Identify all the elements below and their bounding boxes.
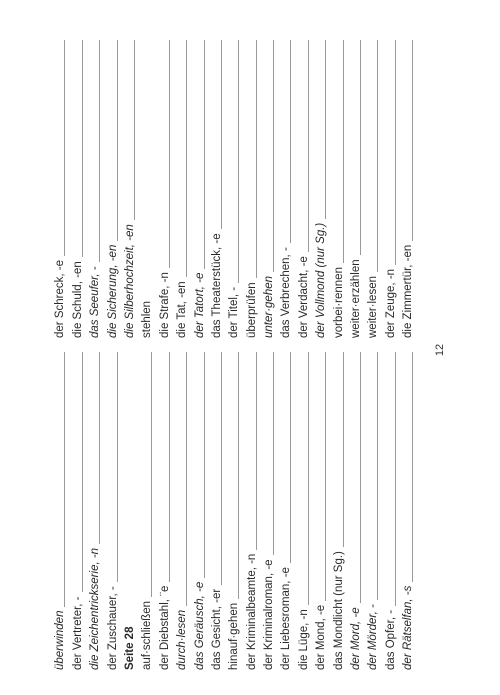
vocabulary-term: das Geräusch, -e [193, 581, 206, 670]
vocabulary-term: hinauf·gehen [228, 602, 241, 670]
vocabulary-term: der Rätselfan, -s [402, 585, 415, 670]
vocabulary-entry [398, 352, 415, 670]
vocabulary-term: das Gesicht, -er [210, 588, 223, 670]
answer-line [256, 40, 257, 278]
vocabulary-term: der Mord, -e [350, 607, 363, 670]
vocabulary-term: der Zuschauer, - [106, 586, 119, 670]
answer-line [169, 40, 170, 268]
vocabulary-entry [311, 40, 328, 338]
vocabulary-entry [67, 40, 84, 338]
answer-line [99, 352, 100, 544]
vocabulary-term: stehlen [141, 300, 154, 338]
vocabulary-entry [276, 40, 293, 338]
answer-line [412, 352, 413, 582]
vocabulary-term: überprüfen [245, 282, 258, 338]
vocabulary-entry [311, 352, 328, 670]
vocabulary-entry [154, 40, 171, 338]
vocabulary-entry [259, 40, 276, 338]
vocabulary-term: weiter·erzählen [350, 259, 363, 338]
answer-line [256, 352, 257, 550]
answer-line [325, 40, 326, 219]
vocabulary-entry [189, 352, 206, 670]
answer-line [273, 352, 274, 555]
vocabulary-term: das Verbrechen, - [280, 247, 293, 338]
answer-line [82, 40, 83, 257]
vocabulary-term: der Diebstahl, ¨e [158, 585, 171, 670]
answer-line [290, 352, 291, 563]
answer-line [290, 40, 291, 243]
vocabulary-entry [102, 352, 119, 670]
vocabulary-term: der Liebesroman, -e [280, 567, 293, 670]
vocabulary-entry [293, 40, 310, 338]
vocabulary-term: der Schreck, -e [54, 260, 67, 338]
vocabulary-entry [102, 40, 119, 338]
answer-line [186, 352, 187, 606]
vocabulary-term: der Kriminalbeamte, -n [245, 553, 258, 670]
vocabulary-entry [224, 40, 241, 338]
vocabulary-term: die Zimmertür, -en [402, 244, 415, 338]
answer-line [221, 352, 222, 585]
vocabulary-term: der Mond, -e [315, 604, 328, 670]
vocabulary-entry [50, 40, 67, 338]
vocabulary-entry [67, 352, 84, 670]
section-heading-label: Seite 28 [123, 626, 136, 670]
answer-line [343, 352, 344, 547]
vocabulary-term: das Seeufer, - [89, 266, 102, 338]
vocabulary-entry [293, 352, 310, 670]
answer-line [99, 40, 100, 262]
vocabulary-entry [363, 352, 380, 670]
left-vocabulary-column [50, 352, 415, 670]
vocabulary-term: der Titel, - [228, 286, 241, 338]
answer-line [221, 40, 222, 229]
answer-line [325, 352, 326, 601]
vocabulary-term: die Tat, -en [176, 281, 189, 338]
answer-line [204, 40, 205, 269]
vocabulary-entry [189, 40, 206, 338]
vocabulary-entry [241, 40, 258, 338]
vocabulary-entry [224, 352, 241, 670]
vocabulary-term: weiter·lesen [367, 276, 380, 338]
vocabulary-term: der Zeuge, -n [384, 268, 397, 338]
rotated-vocabulary-list [50, 30, 415, 670]
vocabulary-term: der Vollmond (nur Sg.) [315, 222, 328, 338]
vocabulary-entry [328, 352, 345, 670]
vocabulary-term: das Theaterstück, -e [210, 233, 223, 338]
vocabulary-entry [85, 40, 102, 338]
vocabulary-term: die Schuld, -en [71, 261, 84, 338]
vocabulary-entry [207, 40, 224, 338]
answer-line [82, 352, 83, 592]
answer-line [134, 40, 135, 220]
answer-line [377, 352, 378, 600]
vocabulary-entry [398, 40, 415, 338]
answer-line [308, 352, 309, 605]
vocabulary-term: das Mondlicht (nur Sg.) [332, 551, 345, 670]
vocabulary-entry [363, 40, 380, 338]
answer-line [360, 40, 361, 255]
vocabulary-entry [346, 40, 363, 338]
vocabulary-term: die Silberhochzeit, -en [123, 224, 136, 338]
answer-line [395, 352, 396, 606]
vocabulary-entry [346, 352, 363, 670]
vocabulary-entry [137, 352, 154, 670]
vocabulary-term: überwinden [54, 610, 67, 670]
answer-line [395, 40, 396, 265]
vocabulary-term: der Verdacht, -e [297, 256, 310, 338]
answer-line [360, 352, 361, 603]
answer-line [412, 40, 413, 241]
vocabulary-entry [120, 40, 137, 338]
vocabulary-term: auf·schließen [141, 600, 154, 670]
answer-line [169, 352, 170, 582]
vocabulary-entry [241, 352, 258, 670]
vocabulary-entry [137, 40, 154, 338]
answer-line [238, 40, 239, 283]
answer-line [204, 352, 205, 578]
answer-line [117, 40, 118, 241]
vocabulary-entry [259, 352, 276, 670]
vocabulary-term: der Vertreter, - [71, 596, 84, 670]
vocabulary-entry [380, 40, 397, 338]
right-vocabulary-column [50, 40, 415, 338]
vocabulary-term: die Zeichentrickserie, -n [89, 547, 102, 670]
vocabulary-term: die Strafe, -n [158, 272, 171, 338]
vocabulary-entry [380, 352, 397, 670]
vocabulary-term: das Opfer, - [384, 609, 397, 670]
answer-line [64, 40, 65, 256]
answer-line [64, 352, 65, 607]
answer-line [151, 352, 152, 597]
section-heading [120, 352, 137, 670]
vocabulary-term: der Kriminalroman, -e [263, 559, 276, 670]
vocabulary-term: die Lüge, -n [297, 609, 310, 670]
page-number: 12 [434, 343, 446, 357]
answer-line [273, 40, 274, 272]
vocabulary-entry [50, 352, 67, 670]
answer-line [343, 40, 344, 263]
answer-line [238, 352, 239, 599]
vocabulary-entry [328, 40, 345, 338]
vocabulary-entry [172, 352, 189, 670]
vocabulary-term: vorbei·rennen [332, 267, 345, 338]
vocabulary-term: die Sicherung, -en [106, 244, 119, 338]
vocabulary-entry [154, 352, 171, 670]
vocabulary-entry [85, 352, 102, 670]
vocabulary-term: der Tatort, -e [193, 272, 206, 338]
answer-line [117, 352, 118, 582]
vocabulary-entry [172, 40, 189, 338]
vocabulary-term: durch·lesen [176, 609, 189, 670]
answer-line [377, 40, 378, 272]
vocabulary-term: der Mörder, - [367, 604, 380, 670]
vocabulary-term: unter·gehen [263, 275, 276, 338]
answer-line [308, 40, 309, 252]
vocabulary-entry [207, 352, 224, 670]
vocabulary-entry [276, 352, 293, 670]
answer-line [186, 40, 187, 277]
